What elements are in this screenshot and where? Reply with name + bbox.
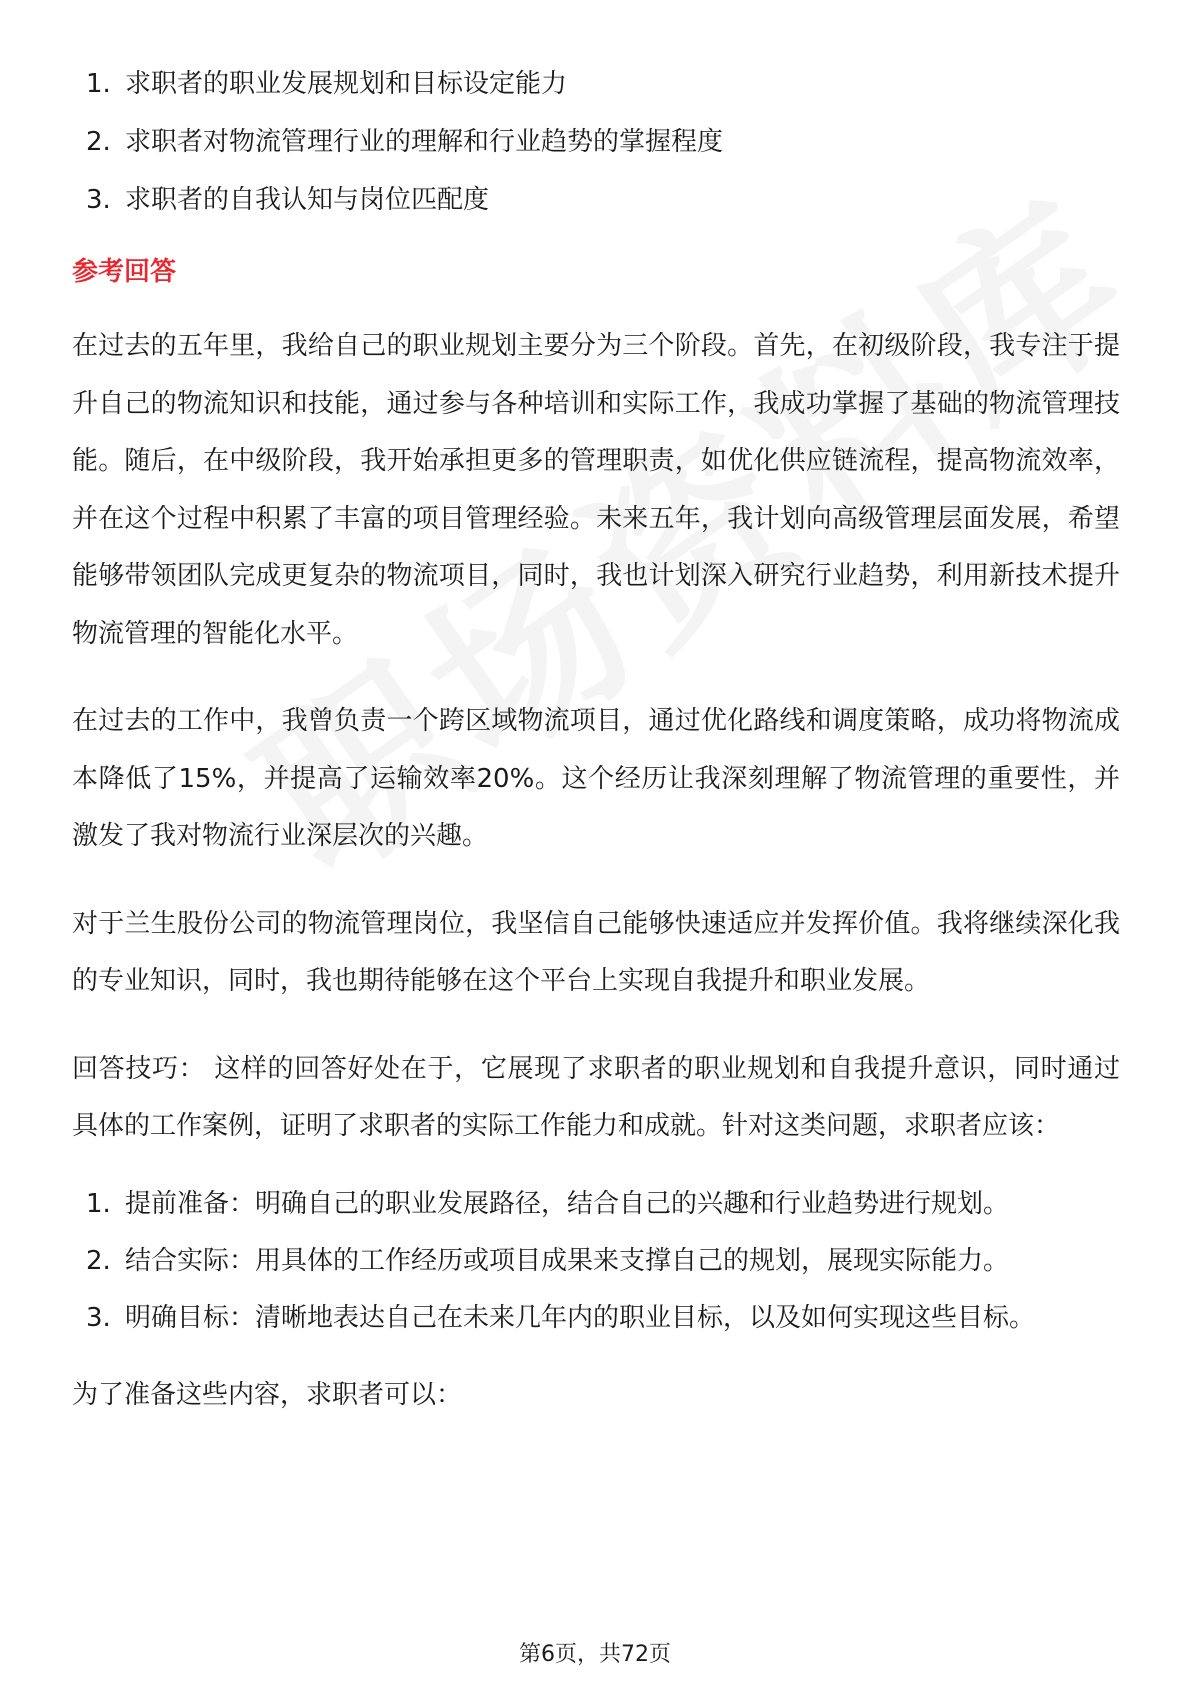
list-number: 3. <box>86 185 111 215</box>
list-item-text: 提前准备：明确自己的职业发展路径，结合自己的兴趣和行业趋势进行规划。 <box>125 1188 1010 1219</box>
answer-paragraph: 对于兰生股份公司的物流管理岗位，我坚信自己能够快速适应并发挥价值。我将继续深化我的专业知识，同时，我也期待能够在这个平台上实现自我提升和职业发展。 <box>72 908 1120 996</box>
tips-paragraph: 回答技巧： 这样的回答好处在于，它展现了求职者的职业规划和自我提升意识，同时通过具体的工作案例，证明了求职者的实际工作能力和成就。针对这类问题，求职者应该： <box>72 1053 1120 1141</box>
tips-list <box>72 1176 1120 1347</box>
list-number: 2. <box>86 127 111 157</box>
list-item <box>72 1290 1120 1347</box>
list-number: 1. <box>86 69 111 99</box>
page-footer: 第6页，共72页 <box>519 1642 671 1667</box>
list-item-text: 求职者的职业发展规划和目标设定能力 <box>125 69 568 99</box>
list-item <box>72 1233 1120 1290</box>
list-item <box>72 113 1120 171</box>
section-heading: 参考回答 <box>72 257 177 287</box>
page-content <box>72 55 1120 1424</box>
list-item <box>72 55 1120 113</box>
answer-paragraph: 在过去的工作中，我曾负责一个跨区域物流项目，通过优化路线和调度策略，成功将物流成本降低了15%，并提高了运输效率20%。这个经历让我深刻理解了物流管理的重要性，并激发了我对物流行业深层次的兴趣。 <box>72 706 1120 851</box>
list-item-text: 结合实际：用具体的工作经历或项目成果来支撑自己的规划，展现实际能力。 <box>125 1245 1010 1276</box>
list-item <box>72 1176 1120 1233</box>
list-item <box>72 171 1120 229</box>
list-number: 2. <box>86 1245 111 1276</box>
question-points-list <box>72 55 1120 229</box>
answer-paragraph: 在过去的五年里，我给自己的职业规划主要分为三个阶段。首先，在初级阶段，我专注于提升自己的物流知识和技能，通过参与各种培训和实际工作，我成功掌握了基础的物流管理技能。随后，在中级阶段，我开始承担更多的管理职责，如优化供应链流程，提高物流效率，并在这个过程中积累了丰富的项目管理经验。未来五年，我计划向高级管理层面发展，希望能够带领团队完成更复杂的物流项目，同时，我也计划深入研究行业趋势，利用新技术提升物流管理的智能化水平。 <box>72 331 1120 649</box>
list-item-text: 求职者对物流管理行业的理解和行业趋势的掌握程度 <box>125 127 724 157</box>
list-number: 3. <box>86 1302 111 1333</box>
list-number: 1. <box>86 1188 111 1219</box>
closing-line: 为了准备这些内容，求职者可以： <box>72 1379 463 1410</box>
list-item-text: 明确目标：清晰地表达自己在未来几年内的职业目标，以及如何实现这些目标。 <box>125 1302 1036 1333</box>
list-item-text: 求职者的自我认知与岗位匹配度 <box>125 185 490 215</box>
